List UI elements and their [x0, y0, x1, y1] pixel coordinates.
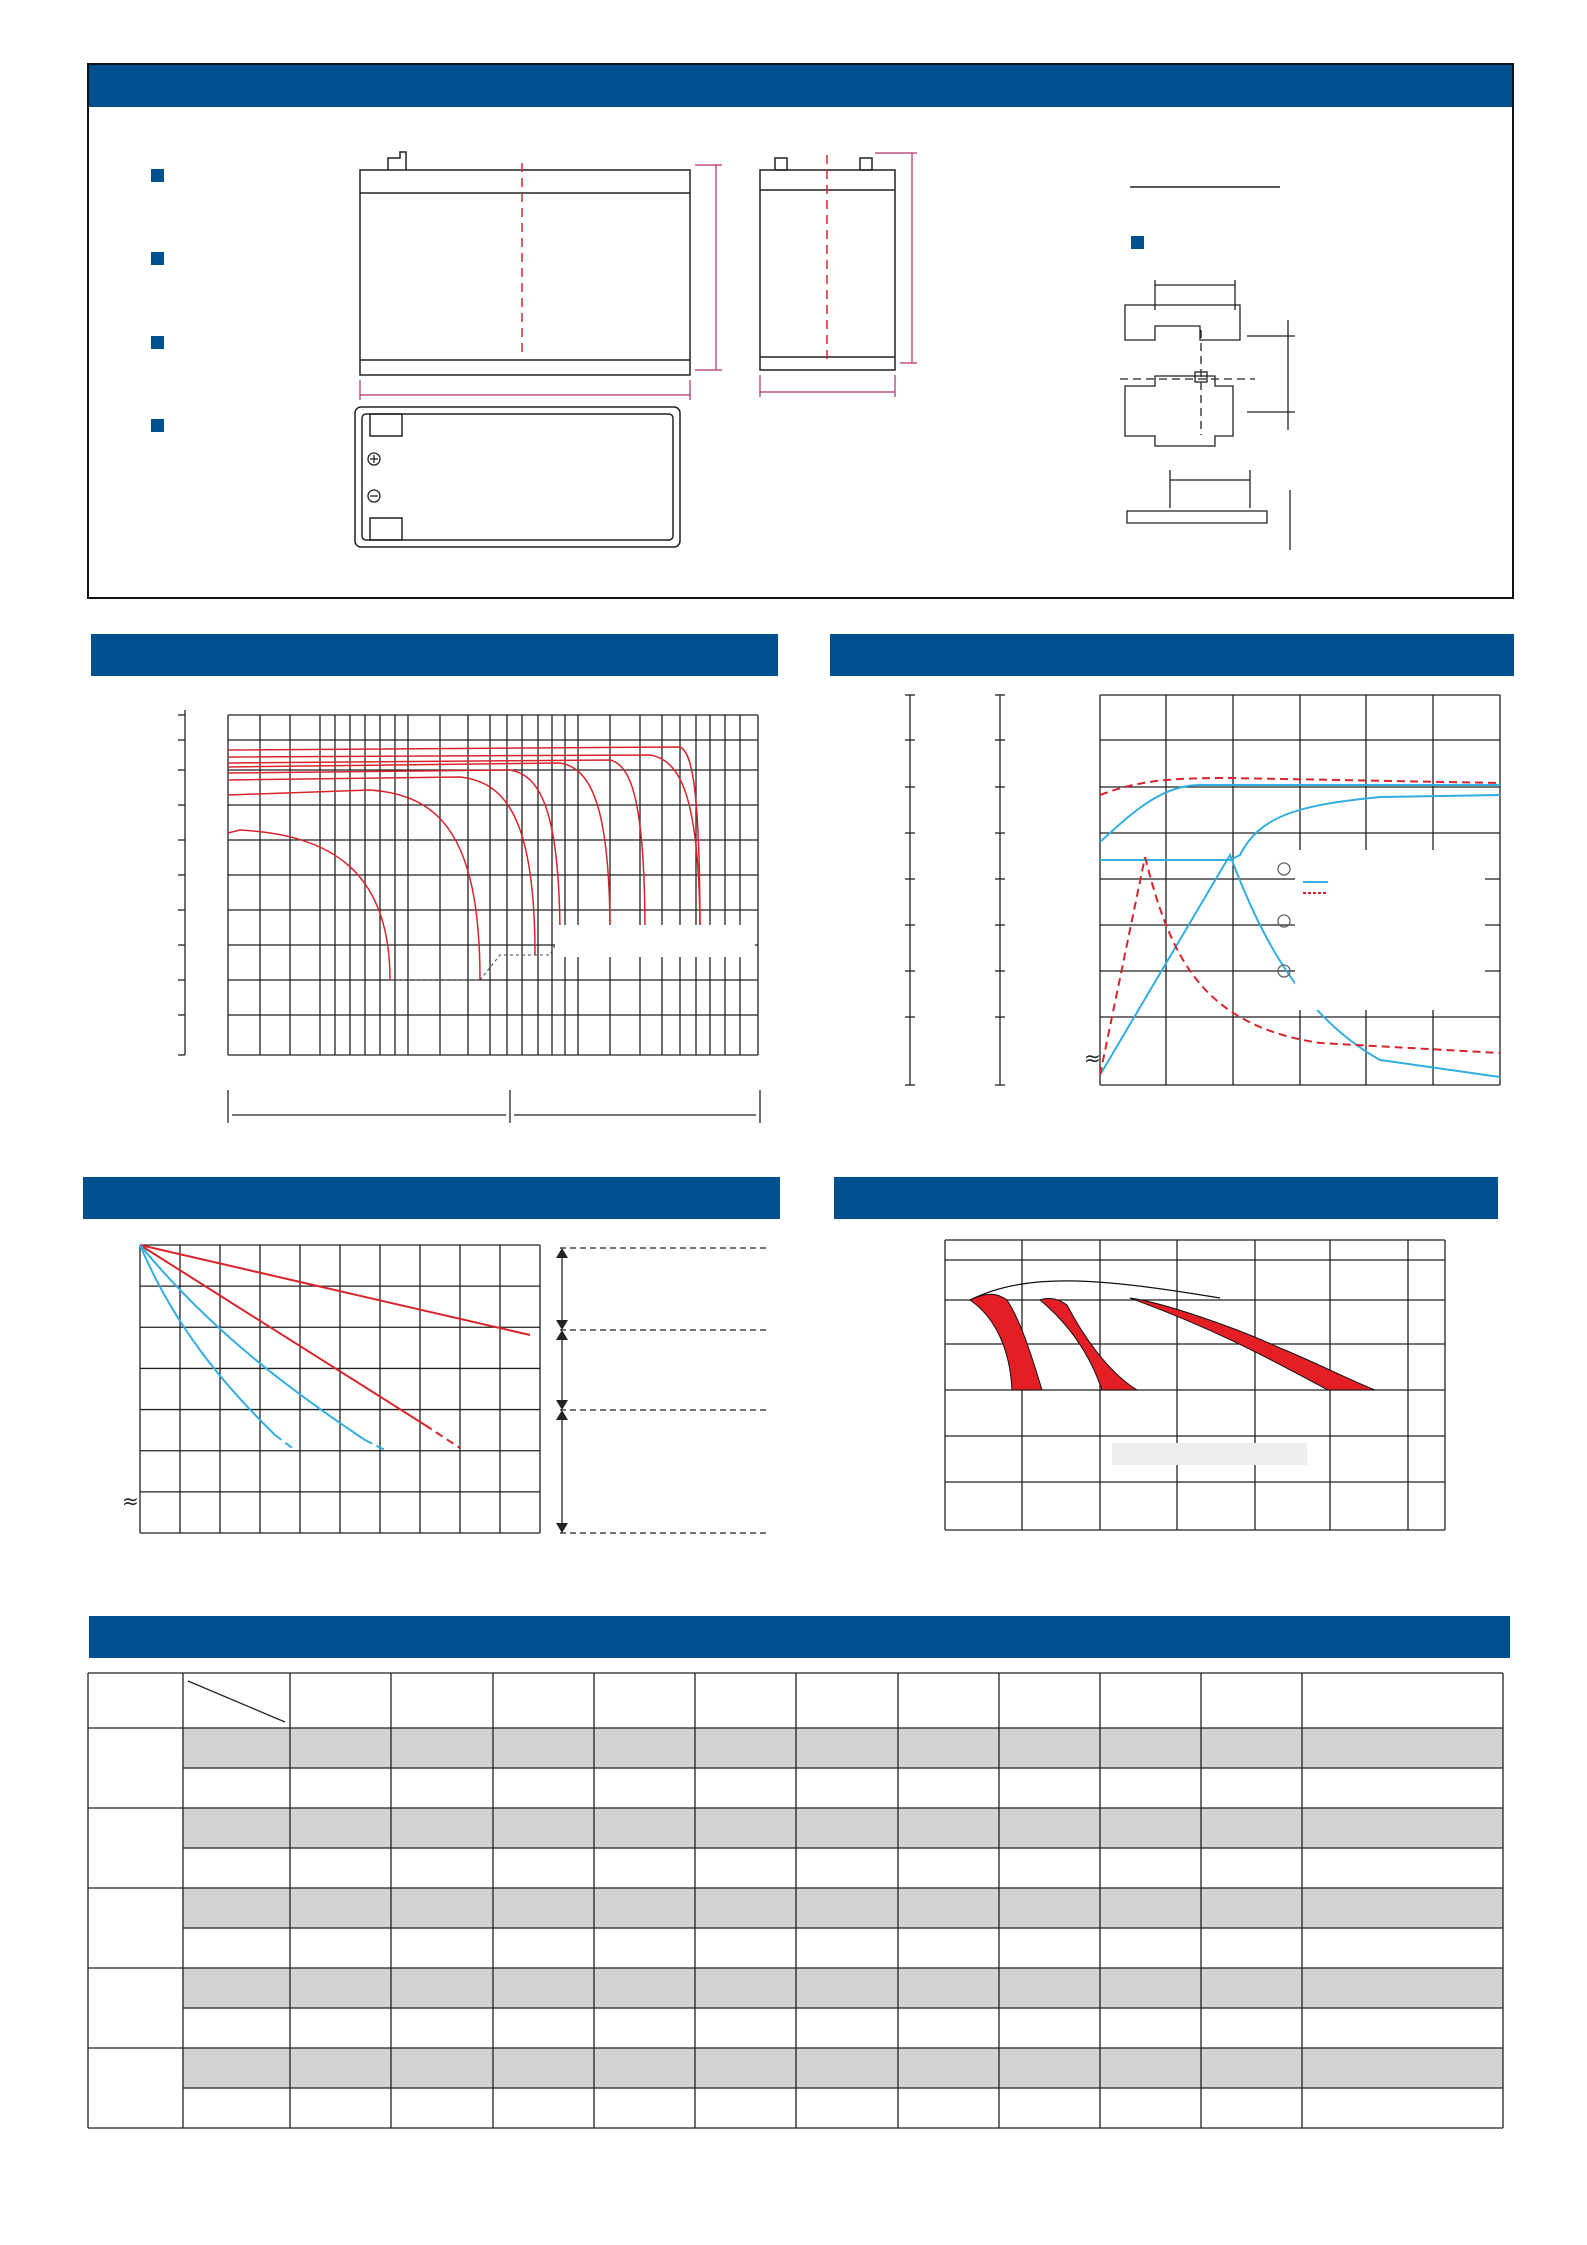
table-row [183, 2048, 1503, 2088]
battery-front-view [350, 145, 730, 405]
negative-terminal-icon [366, 488, 382, 504]
discharge-characteristics-header [91, 634, 778, 676]
discharge-curve [228, 770, 560, 940]
svg-text:≈: ≈ [122, 1489, 139, 1513]
battery-side-view [755, 145, 935, 405]
table-diagonal [188, 1681, 285, 1722]
terminal-detail [1125, 180, 1305, 560]
battery-top-view [350, 402, 690, 552]
table-row [183, 1968, 1503, 2008]
discharge-table [88, 1673, 1513, 2133]
table-row [183, 1888, 1503, 1928]
self-discharge-header [83, 1177, 780, 1219]
cycle-life-header [834, 1177, 1498, 1219]
discharge-curve [228, 777, 535, 955]
table-row [183, 1808, 1503, 1848]
self-discharge-chart [120, 1230, 790, 1550]
bullet-icon [151, 252, 164, 265]
table-row [183, 1728, 1503, 1768]
discharge-curve [228, 763, 610, 935]
svg-text:≈: ≈ [1084, 1046, 1101, 1070]
discharge-curve [228, 747, 700, 937]
discharge-characteristics-chart [180, 705, 770, 1135]
dimensions-header-band [89, 65, 1512, 107]
cycle-life-chart [930, 1230, 1455, 1540]
bullet-icon [151, 419, 164, 432]
charging-characteristics-chart [900, 695, 1500, 1095]
discharge-table-header [89, 1616, 1510, 1658]
discharge-curve [228, 790, 480, 980]
charging-characteristics-header [830, 634, 1514, 676]
bullet-icon [151, 336, 164, 349]
discharge-curve [228, 830, 390, 980]
bullet-icon [151, 169, 164, 182]
positive-terminal-icon [366, 451, 382, 467]
